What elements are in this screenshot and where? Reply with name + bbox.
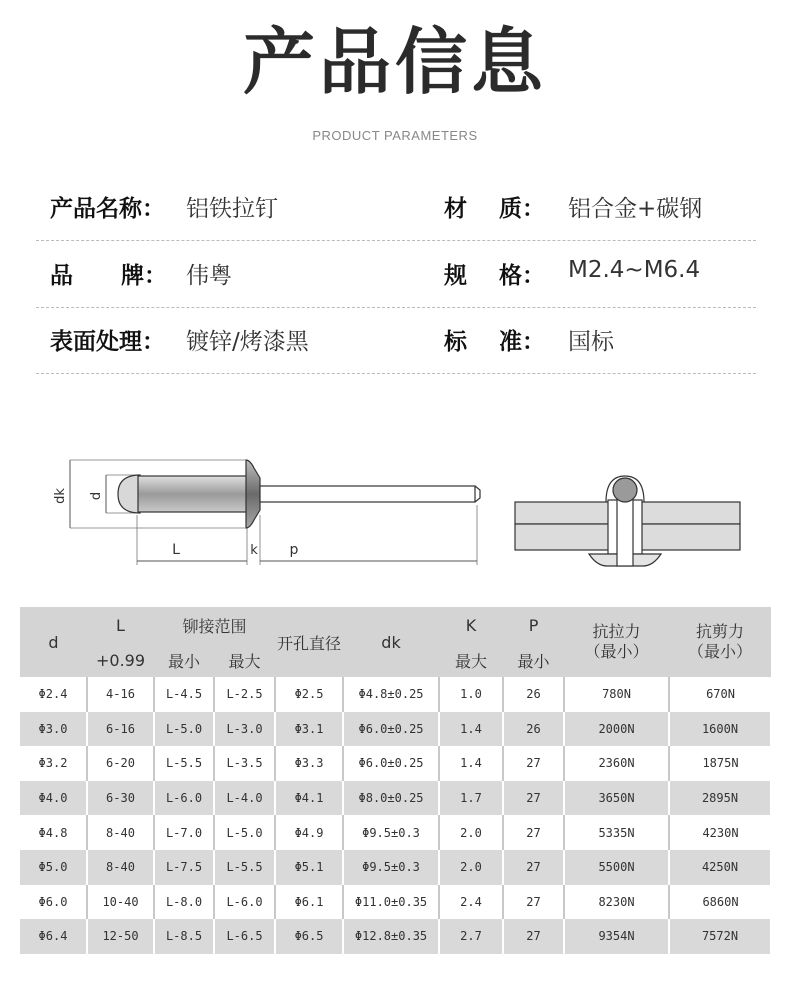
col-header-dk: dk bbox=[381, 632, 401, 652]
col-header-range: 铆接范围 bbox=[182, 616, 247, 636]
cell-p: 27 bbox=[503, 746, 564, 781]
col-subheader-range-max: 最大 bbox=[228, 651, 261, 671]
info-row-name bbox=[36, 178, 756, 241]
cell-tensile: 5500N bbox=[564, 850, 669, 885]
cell-length: 8-40 bbox=[87, 815, 154, 850]
cell-length: 8-40 bbox=[87, 850, 154, 885]
cell-dk: Φ8.0±0.25 bbox=[343, 781, 439, 816]
cell-d: Φ4.8 bbox=[20, 815, 87, 850]
cell-dk: Φ6.0±0.25 bbox=[343, 712, 439, 747]
cell-dk: Φ12.8±0.35 bbox=[343, 919, 439, 954]
table-row bbox=[20, 712, 771, 747]
cell-hole-dia: Φ6.1 bbox=[275, 885, 343, 920]
cell-dk: Φ4.8±0.25 bbox=[343, 677, 439, 712]
cell-hole-dia: Φ4.9 bbox=[275, 815, 343, 850]
spec-table-body bbox=[20, 677, 771, 954]
cell-k: 1.4 bbox=[439, 712, 503, 747]
cell-k: 1.0 bbox=[439, 677, 503, 712]
cell-shear: 670N bbox=[706, 687, 735, 702]
cell-shear: 6860N bbox=[702, 894, 739, 909]
table-row bbox=[20, 885, 771, 920]
col-subheader-P: 最小 bbox=[517, 651, 550, 671]
cell-k: 2.4 bbox=[439, 885, 503, 920]
cell-d: Φ2.4 bbox=[20, 677, 87, 712]
cell-range-max: L-4.0 bbox=[214, 781, 275, 816]
dk-label: dk bbox=[53, 488, 68, 504]
info-row-surface bbox=[36, 311, 756, 374]
cell-tensile: 5335N bbox=[564, 815, 669, 850]
cell-tensile: 9354N bbox=[564, 919, 669, 954]
cell-d: Φ6.4 bbox=[20, 919, 87, 954]
cell-shear: 7572N bbox=[669, 919, 771, 954]
brand-label: 品 牌： bbox=[50, 263, 168, 289]
cell-dk: Φ6.0±0.25 bbox=[343, 746, 439, 781]
spec-label: 规 格： bbox=[444, 263, 546, 289]
cell-tensile: 780N bbox=[564, 677, 669, 712]
cell-p: 27 bbox=[503, 781, 564, 816]
p-label: p bbox=[289, 542, 299, 558]
table-row bbox=[20, 781, 771, 816]
d-label: d bbox=[89, 491, 104, 501]
table-row bbox=[20, 677, 771, 712]
cell-range-min: L-8.5 bbox=[154, 919, 214, 954]
cell-range-max: L-5.0 bbox=[214, 815, 275, 850]
cell-shear: 2895N bbox=[669, 781, 771, 816]
cell-p: 27 bbox=[503, 885, 564, 920]
col-header-K: K bbox=[465, 615, 477, 635]
cell-length: 12-50 bbox=[87, 919, 154, 954]
cell-length: 10-40 bbox=[87, 885, 154, 920]
cell-range-max: L-5.5 bbox=[214, 850, 275, 885]
brand-value: 伟粤 bbox=[186, 263, 232, 289]
cell-dk: Φ9.5±0.3 bbox=[343, 850, 439, 885]
product-name-label: 产品名称： bbox=[50, 196, 165, 222]
col-subheader-L-tol: +0.99 bbox=[95, 650, 146, 670]
cell-range-min: L-5.0 bbox=[154, 712, 214, 747]
k-label: k bbox=[250, 543, 258, 558]
cell-range-max: L-3.0 bbox=[214, 712, 275, 747]
info-row-brand bbox=[36, 245, 756, 308]
cell-p: 27 bbox=[503, 850, 564, 885]
col-header-tensile: 抗拉力 （最小） bbox=[584, 622, 649, 661]
cell-hole-dia: Φ6.5 bbox=[275, 919, 343, 954]
cell-range-min: L-5.5 bbox=[154, 746, 214, 781]
cell-tensile: 3650N bbox=[564, 781, 669, 816]
surface-label: 表面处理： bbox=[50, 329, 165, 355]
page-subtitle: PRODUCT PARAMETERS bbox=[312, 128, 478, 143]
cell-shear: 4250N bbox=[669, 850, 771, 885]
cell-tensile: 8230N bbox=[564, 885, 669, 920]
cell-p: 27 bbox=[503, 815, 564, 850]
col-subheader-range-min: 最小 bbox=[167, 651, 200, 671]
cell-d: Φ3.2 bbox=[20, 746, 87, 781]
cell-tensile: 2000N bbox=[564, 712, 669, 747]
cell-length: 6-16 bbox=[87, 712, 154, 747]
col-header-hole: 开孔直径 bbox=[277, 633, 342, 653]
cell-shear: 1875N bbox=[702, 756, 739, 771]
cell-shear: 4230N bbox=[702, 825, 739, 840]
cell-d: Φ6.0 bbox=[20, 885, 87, 920]
col-header-shear: 抗剪力 （最小） bbox=[688, 622, 753, 661]
cell-dk: Φ9.5±0.3 bbox=[343, 815, 439, 850]
col-header-P: P bbox=[528, 615, 539, 635]
cell-hole-dia: Φ3.3 bbox=[275, 746, 343, 781]
cell-d: Φ4.0 bbox=[20, 781, 87, 816]
cell-k: 2.0 bbox=[439, 850, 503, 885]
cell-k: 1.4 bbox=[439, 746, 503, 781]
product-name-value: 铝铁拉钉 bbox=[186, 196, 278, 222]
cell-dk: Φ11.0±0.35 bbox=[343, 885, 439, 920]
col-header-d: d bbox=[48, 632, 59, 652]
cell-k: 1.7 bbox=[439, 781, 503, 816]
spec-value: M2.4~M6.4 bbox=[568, 257, 701, 283]
cell-range-min: L-4.5 bbox=[154, 677, 214, 712]
cell-hole-dia: Φ5.1 bbox=[275, 850, 343, 885]
cell-length: 6-30 bbox=[87, 781, 154, 816]
cell-range-min: L-7.5 bbox=[154, 850, 214, 885]
cell-p: 26 bbox=[503, 712, 564, 747]
cell-p: 26 bbox=[503, 677, 564, 712]
table-header-row bbox=[20, 607, 771, 643]
cell-range-max: L-6.0 bbox=[214, 885, 275, 920]
cell-range-min: L-6.0 bbox=[154, 781, 214, 816]
table-row bbox=[20, 815, 771, 850]
cell-range-max: L-2.5 bbox=[214, 677, 275, 712]
rivet-dimension-diagram bbox=[40, 440, 490, 575]
cell-length: 6-20 bbox=[87, 746, 154, 781]
standard-value: 国标 bbox=[568, 329, 614, 355]
L-label: L bbox=[172, 542, 180, 558]
table-row bbox=[20, 919, 771, 954]
cell-length: 4-16 bbox=[87, 677, 154, 712]
table-row bbox=[20, 850, 771, 885]
table-row bbox=[20, 746, 771, 781]
cell-hole-dia: Φ4.1 bbox=[275, 781, 343, 816]
page-title: 产品信息 bbox=[242, 20, 547, 104]
cell-range-min: L-7.0 bbox=[154, 815, 214, 850]
spec-table bbox=[20, 607, 772, 954]
cell-shear: 1600N bbox=[669, 712, 771, 747]
cell-d: Φ3.0 bbox=[20, 712, 87, 747]
cell-range-max: L-6.5 bbox=[214, 919, 275, 954]
rivet-shape bbox=[118, 460, 480, 528]
installed-rivet-diagram bbox=[505, 468, 745, 573]
surface-value: 镀锌/烤漆黑 bbox=[186, 329, 309, 355]
cell-d: Φ5.0 bbox=[20, 850, 87, 885]
col-subheader-K: 最大 bbox=[455, 651, 488, 671]
cell-k: 2.0 bbox=[439, 815, 503, 850]
cell-hole-dia: Φ2.5 bbox=[275, 677, 343, 712]
cell-tensile: 2360N bbox=[564, 746, 669, 781]
standard-label: 标 准： bbox=[444, 329, 546, 355]
col-header-L: L bbox=[116, 615, 125, 635]
cell-range-min: L-8.0 bbox=[154, 885, 214, 920]
cell-p: 27 bbox=[503, 919, 564, 954]
material-label: 材 质： bbox=[444, 196, 546, 222]
cell-k: 2.7 bbox=[439, 919, 503, 954]
material-value: 铝合金+碳钢 bbox=[568, 196, 703, 222]
cell-hole-dia: Φ3.1 bbox=[275, 712, 343, 747]
cell-range-max: L-3.5 bbox=[214, 746, 275, 781]
